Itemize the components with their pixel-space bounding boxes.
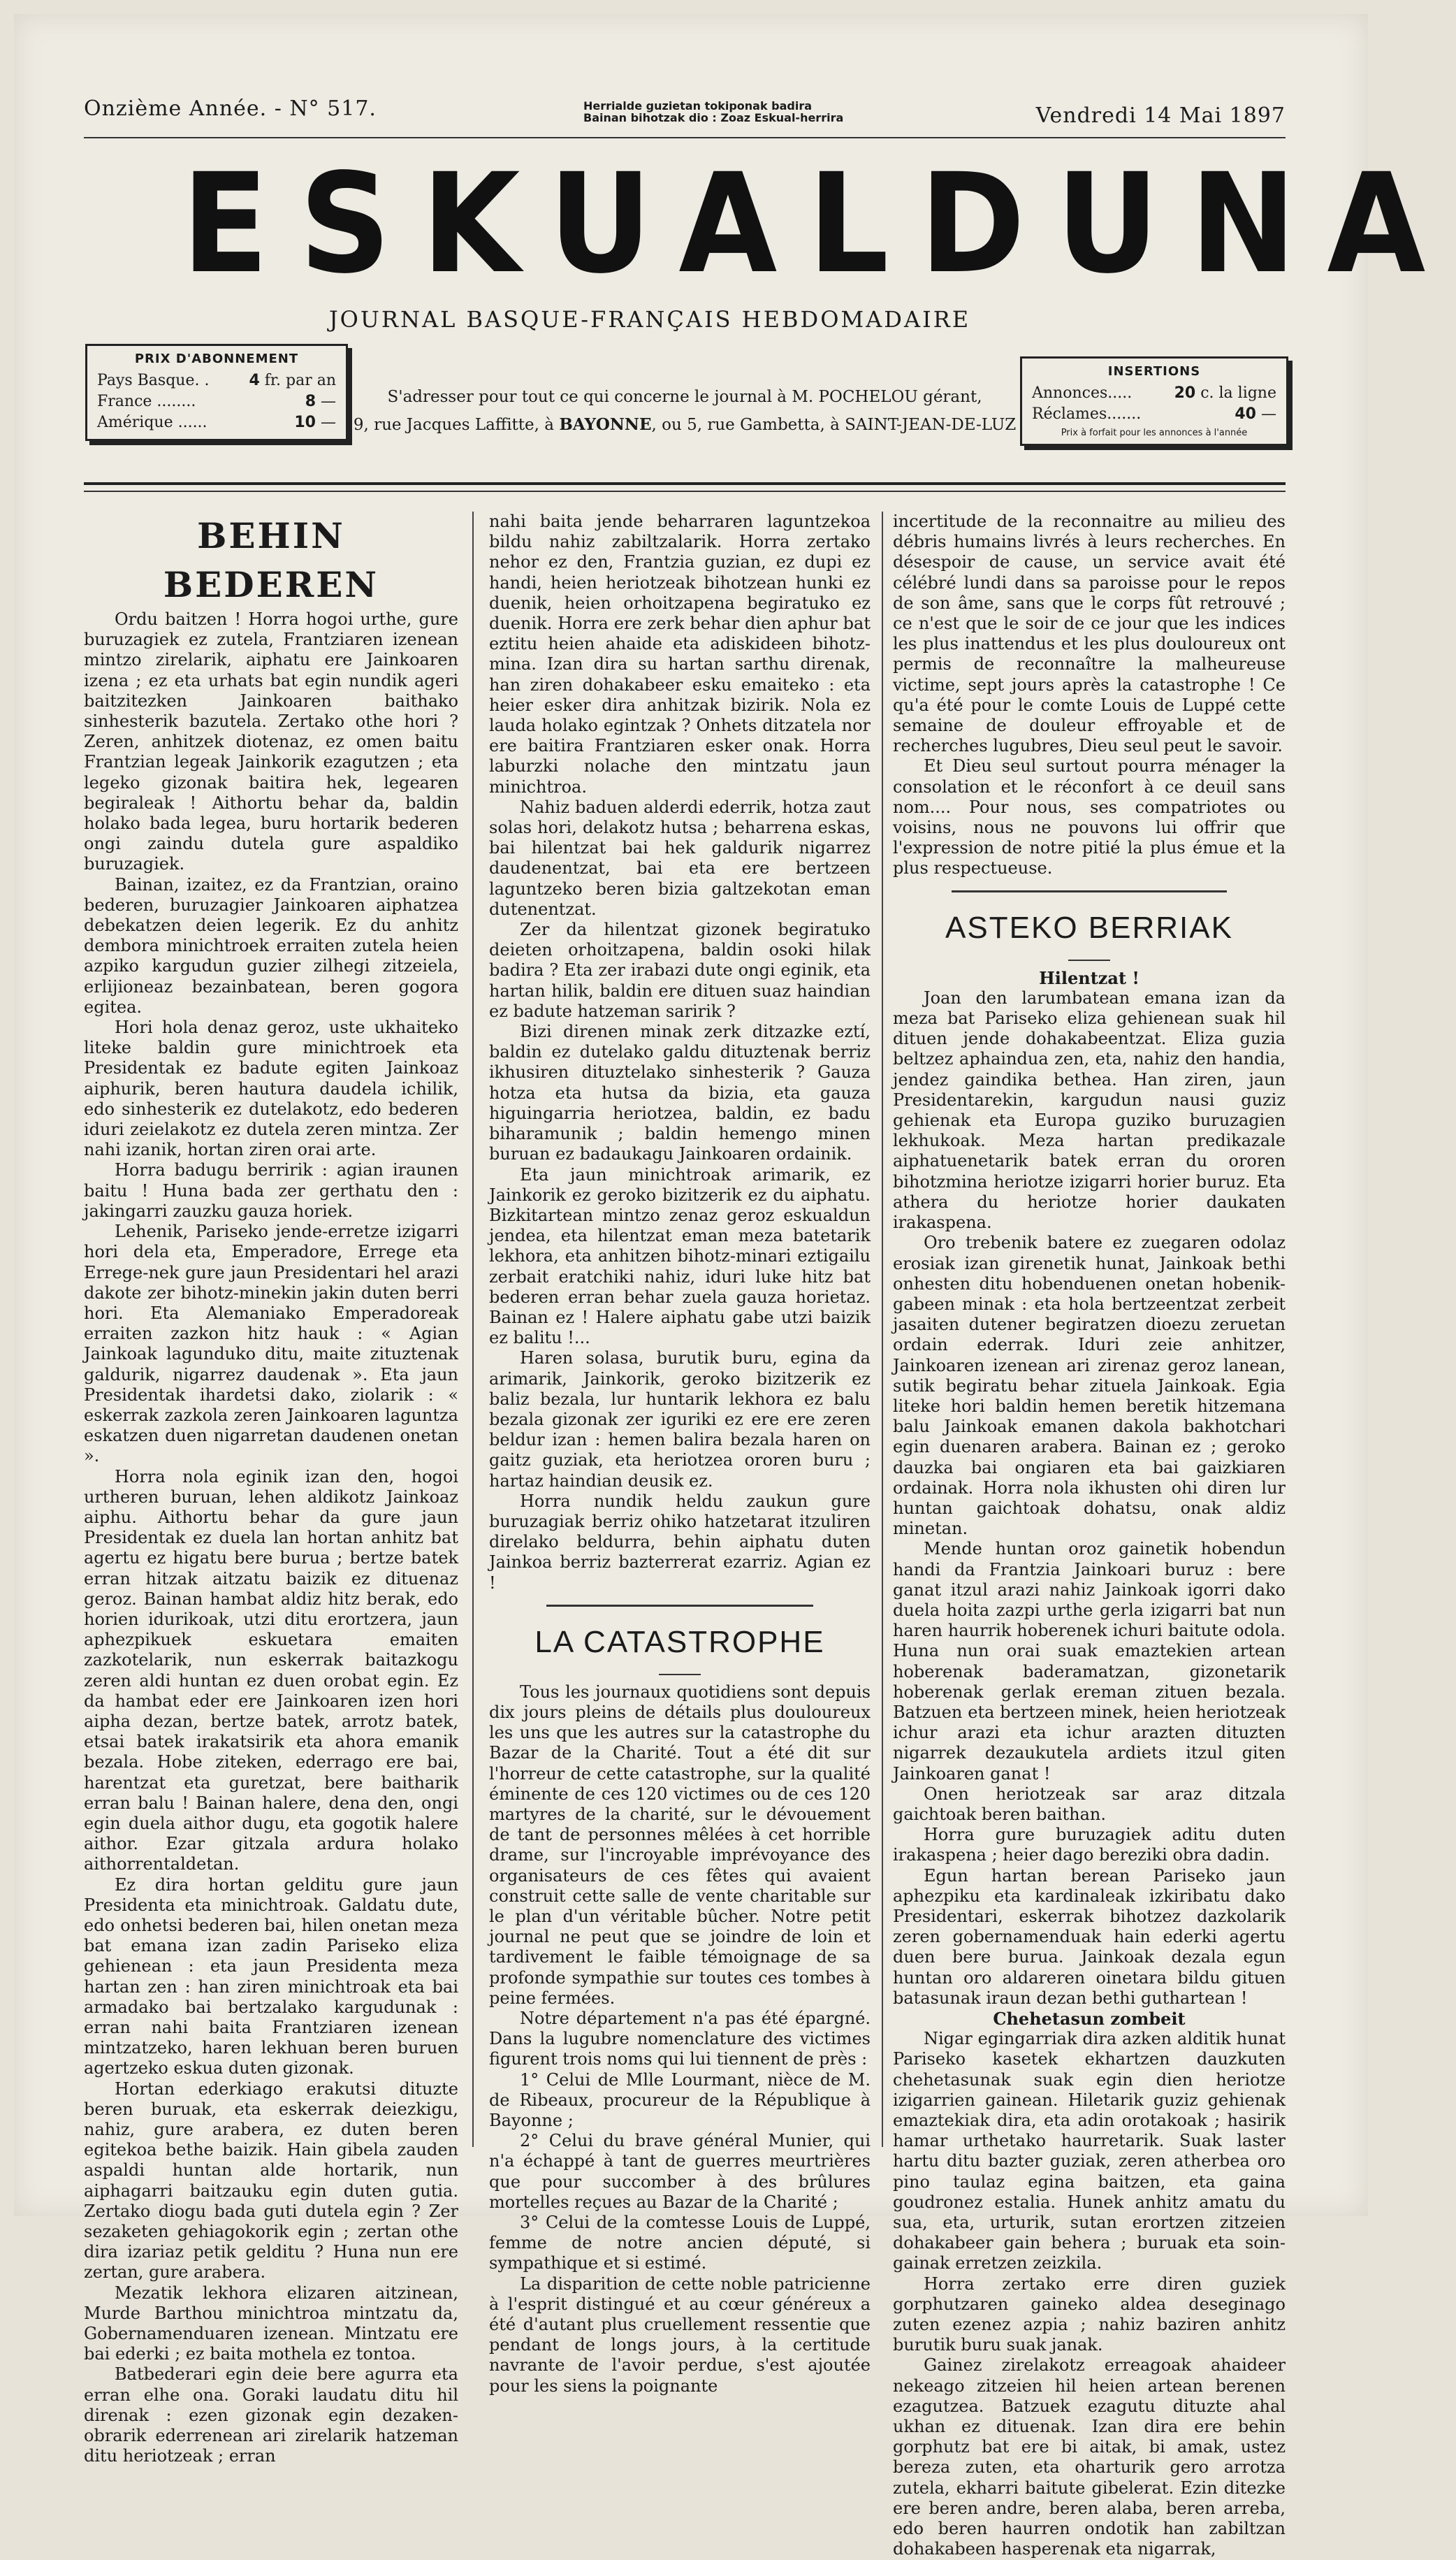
address-city: BAYONNE xyxy=(559,415,652,434)
insertions-label: Annonces..... xyxy=(1032,384,1133,402)
column-divider xyxy=(472,512,474,2147)
paragraph: Ez dira hortan gelditu gure jaun Presidenta eta minichtroak. Galdatu dute, edo onhetsi bederen bai, hilen onetan meza bat emana izan zadin Pariseko eliza gehienean : eta jaun Presidenta meza hartan zen : han ziren minichtroak eta bai armadako bai bertzalako kargudunak : erran nahi baita Frantziaren izenean mintzatzeko, haren lekhuan beren buruen agertzeko eskua duten gizonak. xyxy=(84,1874,458,2078)
paragraph: Zer da hilentzat gizonek begiratuko deieten orhoitzapena, baldin osoki hilak badira ? Eta zer irabazi dute ongi eginik, eta hartan hilik, baldin ere dituen suaz haindian ez badute hatzeman saririk ? xyxy=(489,920,871,1021)
address-block xyxy=(335,383,1034,439)
motto-line-1: Herrialde guzietan tokiponak badira xyxy=(583,99,813,113)
subscription-label: France ........ xyxy=(97,393,196,410)
paragraph: Onen heriotzeak sar araz ditzala gaichtoak beren baithan. xyxy=(893,1784,1286,1824)
paragraph: Ordu baitzen ! Horra hogoi urthe, gure buruzagiek ez zutela, Frantziaren izenean mintzo zirelarik, aiphatu ere Jainkoaren izena ; ez eta urhats bat egin nundik ageri baitzitezken Jainkoaren baithako sinhesterik bazutela. Zertako othe hori ? Zeren, anhitzek diotenaz, ez omen baitu Frantzian legeak Jainkorik ezagutzen ; eta legeko gizonak baitira hek, legearen begiraleak ! Aithortu behar da, baldin holako bada legea, buru hortarik bederen ongi zaindu dutela gure aspaldiko buruzagiek. xyxy=(84,609,458,874)
subscription-heading: PRIX D'ABONNEMENT xyxy=(134,352,299,366)
paragraph: Gainez zirelakotz erreagoak ahaideer nekeago zitzeien hil heien artean berenen ezagutzea. Batzuek ezagutu dituzte ahal ukhan ez dituenak. Izan dira ere behin gorphutz bat ere bi aitak, bi amak, ustez bereza zuten, eta oharturik gero arrotza zutela, ekharri baitute gibelerat. Ezin ditezke ere beren andre, beren alaba, beren arreba, edo beren haurren ondotik han zabiltzan dohakabeen hasperenak eta nigarrak, xyxy=(893,2355,1286,2559)
paragraph: Horra zertako erre diren guziek gorphutzaren gaineko aldea deseginago zuten ezenez azpia ; nahiz baziren anhitz burutik buru suak janak. xyxy=(893,2273,1286,2355)
subscription-price: 4 xyxy=(249,372,260,389)
issue-date: Vendredi 14 Mai 1897 xyxy=(1035,103,1286,128)
paragraph: Mende huntan oroz gainetik hobendun handi da Frantzia Jainkoari buruz : bere ganat itzul arazi nahiz Jainkoak igorri dako duela hoita zazpi urthe gerla izigarri bat nun haren haurrik hoberenek ichuri baitute odola. Huna nun orai suak emaztekien artean hoberenak baderamatzan, gizonetarik hoberenak gerlak ereman zituen bezala. Batzuen eta bertzeen minek, heien heriotzeak ichur arazi eta ichur arazten dituzten nigarrek dezaukutela ardiets itzul giten Jainkoaren ganat ! xyxy=(893,1539,1286,1784)
paragraph: Batbederari egin deie bere agurra eta erran elhe ona. Goraki laudatu ditu hil direnak : ezen gizonak egin dezaken-obrarik ederrenean ari zirelarik hatzeman ditu heriotzeak ; erran xyxy=(84,2364,458,2466)
subscription-price: 8 xyxy=(305,393,316,410)
insertions-heading: INSERTIONS xyxy=(1107,364,1201,379)
article-title: LA CATASTROPHE xyxy=(534,1624,825,1659)
address-part: 9, rue Jacques Laffitte, à xyxy=(353,416,560,434)
paragraph: 1° Celui de Mlle Lourmant, nièce de M. de Ribeaux, procureur de la République à Bayonne ; xyxy=(489,2069,871,2131)
motto xyxy=(583,100,843,124)
subscription-unit: fr. par an xyxy=(264,372,336,389)
subscription-row xyxy=(97,412,336,433)
separator xyxy=(952,890,1226,892)
subscription-row xyxy=(97,370,336,391)
issue-number: Onzième Année. - N° 517. xyxy=(84,96,377,121)
paragraph: Et Dieu seul surtout pourra ménager la consolation et le réconfort à ce deuil sans nom.... Pour nous, ses compatriotes ou voisins, nous ne pouvons lui offrir que l'expression de notre pitié la plus émue et la plus respectueuse. xyxy=(893,756,1286,878)
paragraph: Lehenik, Pariseko jende-erretze izigarri hori dela eta, Emperadore, Errege eta Errege-nek gure jaun Presidentari hel arazi dakote zer bihotz-minekin jakin duten berri hori. Eta Alemaniako Emperadoreak erraiten zazkon hitz hauk : « Agian Jainkoak lagunduko ditu, maite zituztenak galdurik, nigarrez daudenak ». Eta jaun Presidentak ihardetsi dako, ziolarik : « eskerrak zazkola zeren Jainkoaren laguntza eskatzen duen nigarretan daudenen onetan ». xyxy=(84,1222,458,1466)
paragraph: nahi baita jende beharraren laguntzekoa bildu nahiz zabiltzalarik. Horra zertako nehor ez den, Frantzia guzian, ez dupi ez handi, heien heriotzeak bihotzean hunki ez duenik, heien orhoitzapena begiratuko ez duenik. Horra ere zerk behar dien aphur bat eztitu heien ahaide eta adiskideen bihotz-mina. Izan dira su hartan sarthu direnak, han ziren dohakabeer esku emaiteko : eta heier esker dira anhitzak bizirik. Nola ez lauda holako egintzak ? Onhets ditzatela nor ere baitira Frantziaren esker onak. Horra laburzki nolache den mintzatu jaun minichtroa. xyxy=(489,512,871,797)
masthead-subtitle: JOURNAL BASQUE-FRANÇAIS HEBDOMADAIRE xyxy=(328,306,971,333)
insertions-unit: — xyxy=(1261,405,1276,423)
address-line-2 xyxy=(335,411,1034,439)
paragraph: Tous les journaux quotidiens sont depuis dix jours pleins de détails plus douloureux les uns que les autres sur la catastrophe du Bazar de la Charité. Tout a été dit sur l'horreur de cette catastrophe, sur la qualité éminente de ces 120 victimes ou de ces 120 martyres de la charité, sur le dévouement de tant de personnes mêlées à cet horrible drame, sur l'incroyable imprévoyance des organisateurs de ces fêtes qui avaient construit cette salle de vente charitable sur le plan d'un véritable bûcher. Notre petit journal ne peut que se joindre de loin et tardivement le faible témoignage de sa profonde sympathie sur toutes ces tombes à peine fermées. xyxy=(489,1682,871,2008)
paragraph: incertitude de la reconnaitre au milieu des débris humains livrés à leurs recherches. En désespoir de cause, un service avait été célébré lundi dans sa paroisse pour le repos de son âme, sans que le corps fût retrouvé ; ce n'est que le soir de ce jour que les indices les plus inattendus et les plus douloureux ont permis de reconnaître la malheureuse victime, sept jours après la catastrophe ! Ce qu'a été pour le comte Louis de Luppé cette semaine de douleur effroyable et de recherches lugubres, Dieu seul peut le savoir. xyxy=(893,512,1286,756)
insertions-row xyxy=(1032,404,1276,425)
paragraph: Nigar egingarriak dira azken alditik hunat Pariseko kasetek ekhartzen dauzkuten chehetasunak suak egin dien heriotze izigarrien gainean. Hiletarik guziz gehienak emaztekiak dira, eta adin orotakoak ; hasirik hamar urthetako haurretarik. Suak laster hartu ditu bazter guziak, zeren atherbea oro pino taulaz egina baitzen, eta gaina goudronez estalia. Hunek anhitz amatu du sua, eta, urturik, sutan erortzen zitzeien dohakabeer gain behera ; buruak eta soin-gainak erretzen zeizkila. xyxy=(893,2029,1286,2273)
paragraph: Horra nola eginik izan den, hogoi urtheren buruan, lehen aldikotz Jainkoaz aiphu. Aithortu behar da gure jaun Presidentak ez duela lan hortan anhitz bat agertu ez higatu bere burua ; bertze batek erran hitzak aitzatu baizik ez dituenaz geroz. Bainan hambat aldiz hitz berak, edo horien idurikoak, utzi ditu erortzera, jaun aphezpikuek eskuetara emaiten zazkotelarik, nun eskerrak baitazkogu zeren aldi huntan ez duen orobat egin. Ez da hambat eder ere Jainkoaren izen hori aipha dezan, bertze batek, arrotz batek, etsai batek irakatsirik eta ahora emanik bezala. Hobe ziteken, ederrago ere bai, harentzat eta guretzat, bere baitharik erran balu ! Bainan halere, dena den, ongi egin duela aithor dugu, eta gogotik halere aithor. Ezar gitzala ardura holako aithorrentaldetan. xyxy=(84,1466,458,1874)
paragraph: Nahiz baduen alderdi ederrik, hotza zaut solas hori, delakotz hutsa ; beharrena eskas, bai hilentzat bai hek galdurik nigarrez daudenentzat, bai eta ere bertzeen laguntzeko beren bizia galtzekotan eman dutenentzat. xyxy=(489,797,871,919)
subscription-unit: — xyxy=(321,393,336,410)
subscription-box xyxy=(85,344,348,441)
column-2 xyxy=(489,512,871,2396)
separator xyxy=(1068,960,1110,961)
top-rule xyxy=(84,137,1286,138)
separator xyxy=(659,1674,701,1675)
paragraph: Hori hola denaz geroz, uste ukhaiteko liteke baldin gure minichtroek eta Presidentak ez badute egiten Jainkoaz aiphurik, beren hautura daudela ichilik, edo sinhesterik ez dutelakotz, edo bederen iduri zeielakotz ez dutela zeren mintza. Zer nahi izanik, hortan ziren orai arte. xyxy=(84,1018,458,1160)
paragraph: Eta jaun minichtroak arimarik, ez Jainkorik ez geroko bizitzerik ez du aiphatu. Bizkitartean mintzo zenaz geroz eskualdun jendea, eta hilentzat eman meza batetarik lekhora, eta anhitzen bihotz-minari eztigailu zerbait eratchiki nahiz, iduri luke hitz bat bederen erran behar zuela gauza horietaz. Bainan ez ! Halere aiphatu gabe utzi baizik ez balitu !... xyxy=(489,1164,871,1348)
insertions-price: 40 xyxy=(1235,405,1256,423)
paragraph: Hortan ederkiago erakutsi dituzte beren buruak, eta eskerrak deiezkigu, nahiz, gure araberа, ez duten beren egitekoa bethe baizik. Hain gibela zauden aspaldi huntan alde hortarik, nun aiphagarri baitzauku egin duten gutia. Zertako diogu bada guti dutela egin ? Zer sezaketen gehiagokorik egin ; zertan othe dira izariaz petik gelditu ? Huna nun ere zertan, gure araberа. xyxy=(84,2078,458,2283)
paragraph: Notre département n'a pas été épargné. Dans la lugubre nomenclature des victimes figurent trois noms qui lui tiennent de près : xyxy=(489,2009,871,2069)
article-title: BEHIN BEDEREN xyxy=(163,515,379,605)
paragraph: Bainan, izaitez, ez da Frantzian, oraino bederen, buruzagier Jainkoaren aiphatzea debekatzen deien legerik. Ez du anhitz dembora minichtroek erraiten zutela heien azpiko kargudun guzier zilhegi zitzeiela, erlijioneaz bezainbatean, beren gogora egitea. xyxy=(84,874,458,1017)
subscription-row xyxy=(97,391,336,412)
paragraph: Haren solasa, burutik buru, egina da arimarik, Jainkorik, geroko bizitzerik ez baliz bezala, lur huntarik lekhora ez balu bezala gizonak zer iguriki ez ere ere zeren beldur izan : hemen balira bezala haren on gaitz guziak, eta heriotzea ororen buru ; hartaz haindian deusik ez. xyxy=(489,1348,871,1491)
motto-line-2: Bainan bihotzak dio : Zoaz Eskual-herrira xyxy=(583,111,844,124)
paragraph: Horra gure buruzagiek aditu duten irakaspena ; heier dago bereziki obra dadin. xyxy=(893,1825,1286,1865)
paragraph: La disparition de cette noble patricienne à l'esprit distingué et au cœur généreux a été d'autant plus cruellement ressentie que pendant de longs jours, à la certitude navrante de l'avoir perdue, s'est ajoutée pour les siens la poignante xyxy=(489,2273,871,2396)
header-rule-thin xyxy=(84,491,1286,492)
paragraph: Bizi direnen minak zerk ditzazke eztí, baldin ez dutelako galdu dituztenak berriz ikhusiren dituztelako sinhesterik ? Gauza hotza eta hutsa da bizia, eta gauza higuingarria heriotzea, baldin, ez badu biharamunik ; baldin hemengo minen buruan ez badaukagu Jainkoaren ordainik. xyxy=(489,1022,871,1164)
insertions-price: 20 xyxy=(1174,384,1196,402)
subscription-unit: — xyxy=(321,414,336,431)
paragraph: Oro trebenik batere ez zuegaren odolaz erosiak izan girenetik hunat, Jainkoak bethi onhesten ditu hobenduenen onetan hobenik-gabeen minak : eta hola bertzeentzat zerbeit jasaiten dutener begiratzen dioezu zeruetan ordain ederrak. Iduri zeie anhitzer, Jainkoaren izenean ari zirenaz geroz lanean, sutik begiratu behar zituela Jainkoak. Egia liteke hori baldin hemen beretik hitzemana balu Jainkoak emanen dakola bakhotchari egin duenaren araberа. Bainan ez ; geroko dauzka bai ongiaren eta bai gaizkiaren ordainak. Horra nola ikhusten ohi diren lur huntan gaichtoak dohatsu, onak aldiz minetan. xyxy=(893,1233,1286,1539)
masthead-title: ESKUALDUNA xyxy=(182,143,1456,304)
insertions-note: Prix à forfait pour les annonces à l'année xyxy=(1061,428,1248,438)
insertions-row xyxy=(1032,383,1276,404)
insertions-box xyxy=(1020,356,1288,446)
article-title: ASTEKO BERRIAK xyxy=(945,910,1233,945)
paragraph: Mezatik lekhora elizaren aitzinean, Murde Barthou minichtroa mintzatu da, Gobernamenduaren izenean. Mintzatu ere bai ederki ; ez baita mothela ez tontoa. xyxy=(84,2283,458,2364)
insertions-label: Réclames....... xyxy=(1032,405,1142,423)
address-line-1: S'adresser pour tout ce qui concerne le journal à M. POCHELOU gérant, xyxy=(387,388,982,406)
paragraph: Egun hartan berean Pariseko jaun aphezpiku eta kardinaleak izkiribatu dako Presidentari, eskerrak bihotzez dazkolarik zeren gobernamenduak hain ederki agertu duen bere burua. Jainkoak dezala egun huntan oro aldareren oinetara bildu gituen batasunak iraun dezan bethi guthartean ! xyxy=(893,1865,1286,2008)
paragraph: Joan den larumbatean emana izan da meza bat Pariseko eliza gehienean suak hil dituen jende dohakabeentzat. Eliza guzia beltzez aphaindua zen, eta, nahiz den handia, jendez gaindika bethea. Han ziren, jaun Presidentarekin, kargudun nausi guziz gehienak eta Europa guziko buruzagien lekhukoak. Meza hartan predikazale aiphatuenetarik batek erran du ororen bihotzmina heriotze izigarri horier buruz. Eta athera du heriotze horier daukaten irakaspena. xyxy=(893,988,1286,1233)
column-divider xyxy=(882,512,883,2147)
subscription-label: Amérique ...... xyxy=(97,414,208,431)
section-heading: Hilentzat ! xyxy=(1039,967,1140,988)
paragraph: Horra badugu berririk : agian iraunen baitu ! Huna bada zer gerthatu den : jakingarri zauzku gauza horiek. xyxy=(84,1160,458,1221)
address-part: , ou 5, rue Gambetta, à SAINT-JEAN-DE-LUZ xyxy=(651,416,1017,434)
separator xyxy=(546,1605,813,1607)
column-3 xyxy=(893,512,1286,2559)
paragraph: 2° Celui du brave général Munier, qui n'a échappé à tant de guerres meurtrières que pour succomber à des brûlures mortelles reçues au Bazar de la Charité ; xyxy=(489,2131,871,2212)
subscription-label: Pays Basque. . xyxy=(97,372,210,389)
paragraph: 3° Celui de la comtesse Louis de Luppé, femme de notre ancien député, si sympathique et si estimé. xyxy=(489,2213,871,2273)
column-1 xyxy=(84,512,458,2466)
subscription-price: 10 xyxy=(294,414,316,431)
newspaper-page xyxy=(14,14,1456,2559)
section-heading: Chehetasun zombeit xyxy=(993,2009,1186,2030)
header-rule xyxy=(84,482,1286,485)
insertions-unit: c. la ligne xyxy=(1200,384,1276,402)
paragraph: Horra nundik heldu zaukun gure buruzagiak berriz ohiko hatzetarat itzuliren direlako beldurra, behin aiphatu duten Jainkoa berriz bazterrerat ezarriz. Agian ez ! xyxy=(489,1491,871,1593)
top-line xyxy=(84,96,1286,133)
